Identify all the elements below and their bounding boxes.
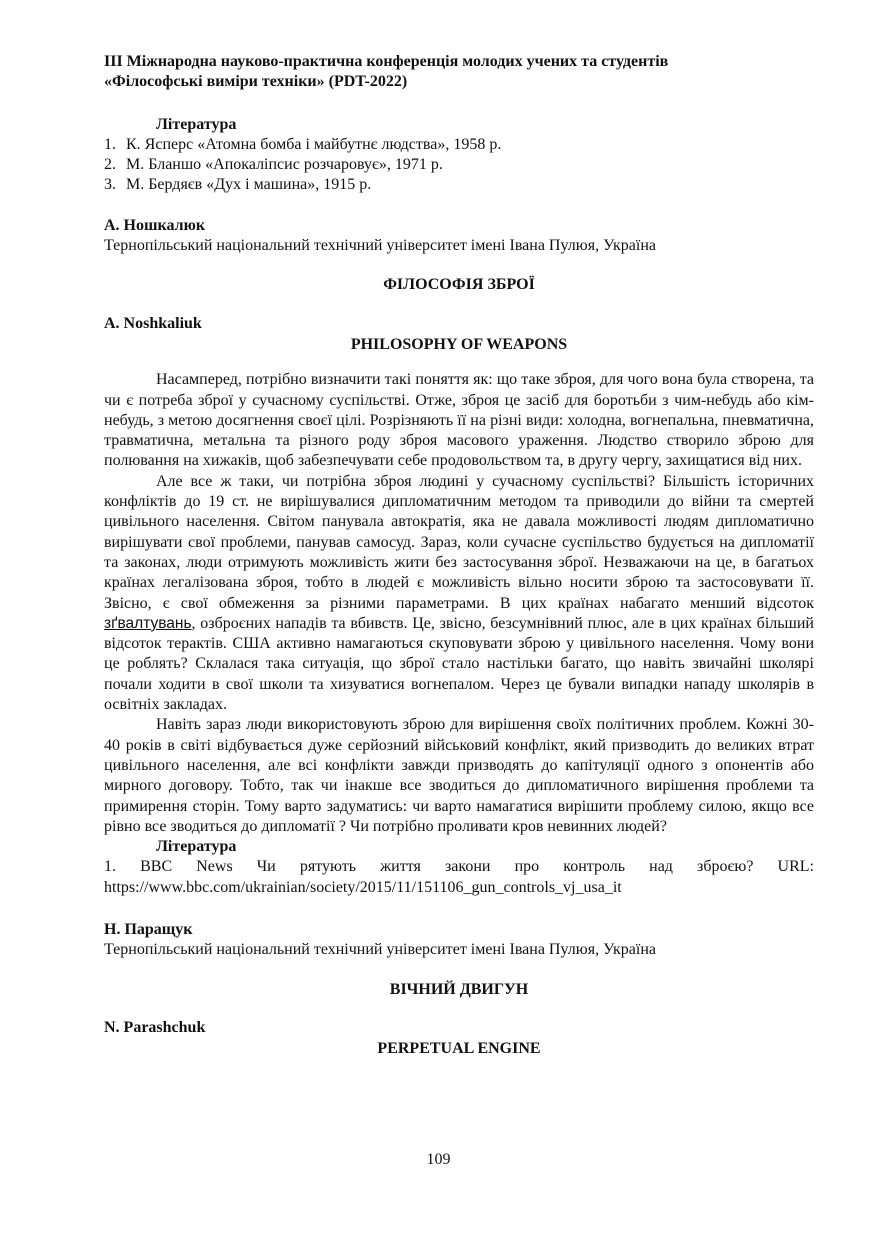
- underlined-word: зґвалтувань: [104, 614, 192, 632]
- conference-header: [104, 52, 814, 93]
- header-line-1: III Міжнародна науково-практична конференція молодих учених та студентів: [104, 53, 669, 70]
- literature-item: 1. К. Ясперс «Атомна бомба і майбутнє людства», 1958 р.: [104, 135, 502, 153]
- literature-list-1: [104, 135, 814, 196]
- body-paragraph-3: Навіть зараз люди використовують зброю для вирішення своїх політичних проблем. Кожні 30-40 років в світі відбувається дуже серйозний військовий конфлікт, який призводить до великих втрат цивільного населення, але всі конфлікти завжди призводять до капітуляції одного з опонентів або мирного договору. Тобто, так чи інакше все зводиться до дипломатичного вирішення проблеми та примирення сторін. Тому варто задуматись: чи варто намагатися вирішити проблему силою, якщо все рівно все зводиться до дипломатії ? Чи потрібно проливати кров невинних людей?: [104, 716, 814, 835]
- article-title-en: PHILOSOPHY OF WEAPONS: [350, 335, 568, 353]
- author-name-en-2: N. Parashchuk: [104, 1018, 206, 1036]
- author-name-en: A. Noshkaliuk: [104, 314, 202, 332]
- header-line-2: «Філософські виміри техніки» (PDT-2022): [104, 73, 408, 91]
- literature-item: 3. М. Бердяєв «Дух і машина», 1915 р.: [104, 176, 372, 194]
- literature-item: 2. М. Бланшо «Апокаліпсис розчаровує», 1971 р.: [104, 156, 443, 174]
- body-paragraph-1: Насамперед, потрібно визначити такі поняття як: що таке зброя, для чого вона була створена, та чи є потреба зброї у сучасному суспільстві. Отже, зброя це засіб для боротьби з чим-небудь або кім-небудь, з метою досягнення своєї цілі. Розрізняють її на різні види: холодна, вогнепальна, пневматична, травматична, метальна та різного роду зброя масового ураження. Людство створило зброю для полювання на хижаків, щоб забезпечувати себе продовольством та, в другу чергу, захищатися від них.: [104, 371, 814, 470]
- literature-title-1: Література: [156, 115, 237, 133]
- article-title-en-2: PERPETUAL ENGINE: [377, 1040, 541, 1058]
- page-number: 109: [426, 1151, 451, 1168]
- article-title-ua: ФІЛОСОФІЯ ЗБРОЇ: [383, 276, 535, 294]
- article-title-ua-2: ВІЧНИЙ ДВИГУН: [389, 980, 529, 998]
- reference-line-1: 1. BBC News Чи рятують життя закони про контроль над зброєю? URL:: [104, 858, 814, 876]
- author-affiliation-2: Тернопільський національний технічний університет імені Івана Пулюя, Україна: [104, 941, 656, 959]
- author-name-ua: А. Ношкалюк: [104, 216, 206, 234]
- reference-url: https://www.bbc.com/ukrainian/society/2015/11/151106_gun_controls_vj_usa_it: [104, 878, 622, 896]
- literature-title-2: Література: [156, 838, 237, 856]
- author-name-ua-2: Н. Паращук: [104, 920, 193, 938]
- page-content: [104, 52, 814, 1059]
- body-paragraph-2: Але все ж таки, чи потрібна зброя людині у сучасному суспільстві? Більшість історичних конфліктів до 19 ст. не вирішувалися дипломатичним методом та приводили до війни та смертей цивільного населення. Світом панувала автократія, яка не давала можливості людям дипломатично вирішувати свої проблеми, панував самосуд. Зараз, коли сучасне суспільство будується на дипломатії та законах, люди отримують можливість жити без застосування зброї. Незважаючи на це, в багатьох країнах легалізована зброя, тобто в людей є можливість вільно носити зброю та застосовувати її. Звісно, є свої обмеження за різними параметрами. В цих країнах набагато менший відсоток зґвалтувань, озброєних нападів та вбивств. Це, звісно, безсумнівний плюс, але в цих країнах більший відсоток терактів. США активно намагаються скуповувати зброю у цивільного населення. Чому вони це роблять? Склалася така ситуація, що зброї стало настільки багато, що навіть звичайні школярі почали ходити в свої школи та хизуватися вогнепалом. Через це бували випадки нападу школярів в освітніх закладах.: [104, 472, 814, 714]
- author-affiliation: Тернопільський національний технічний університет імені Івана Пулюя, Україна: [104, 237, 656, 255]
